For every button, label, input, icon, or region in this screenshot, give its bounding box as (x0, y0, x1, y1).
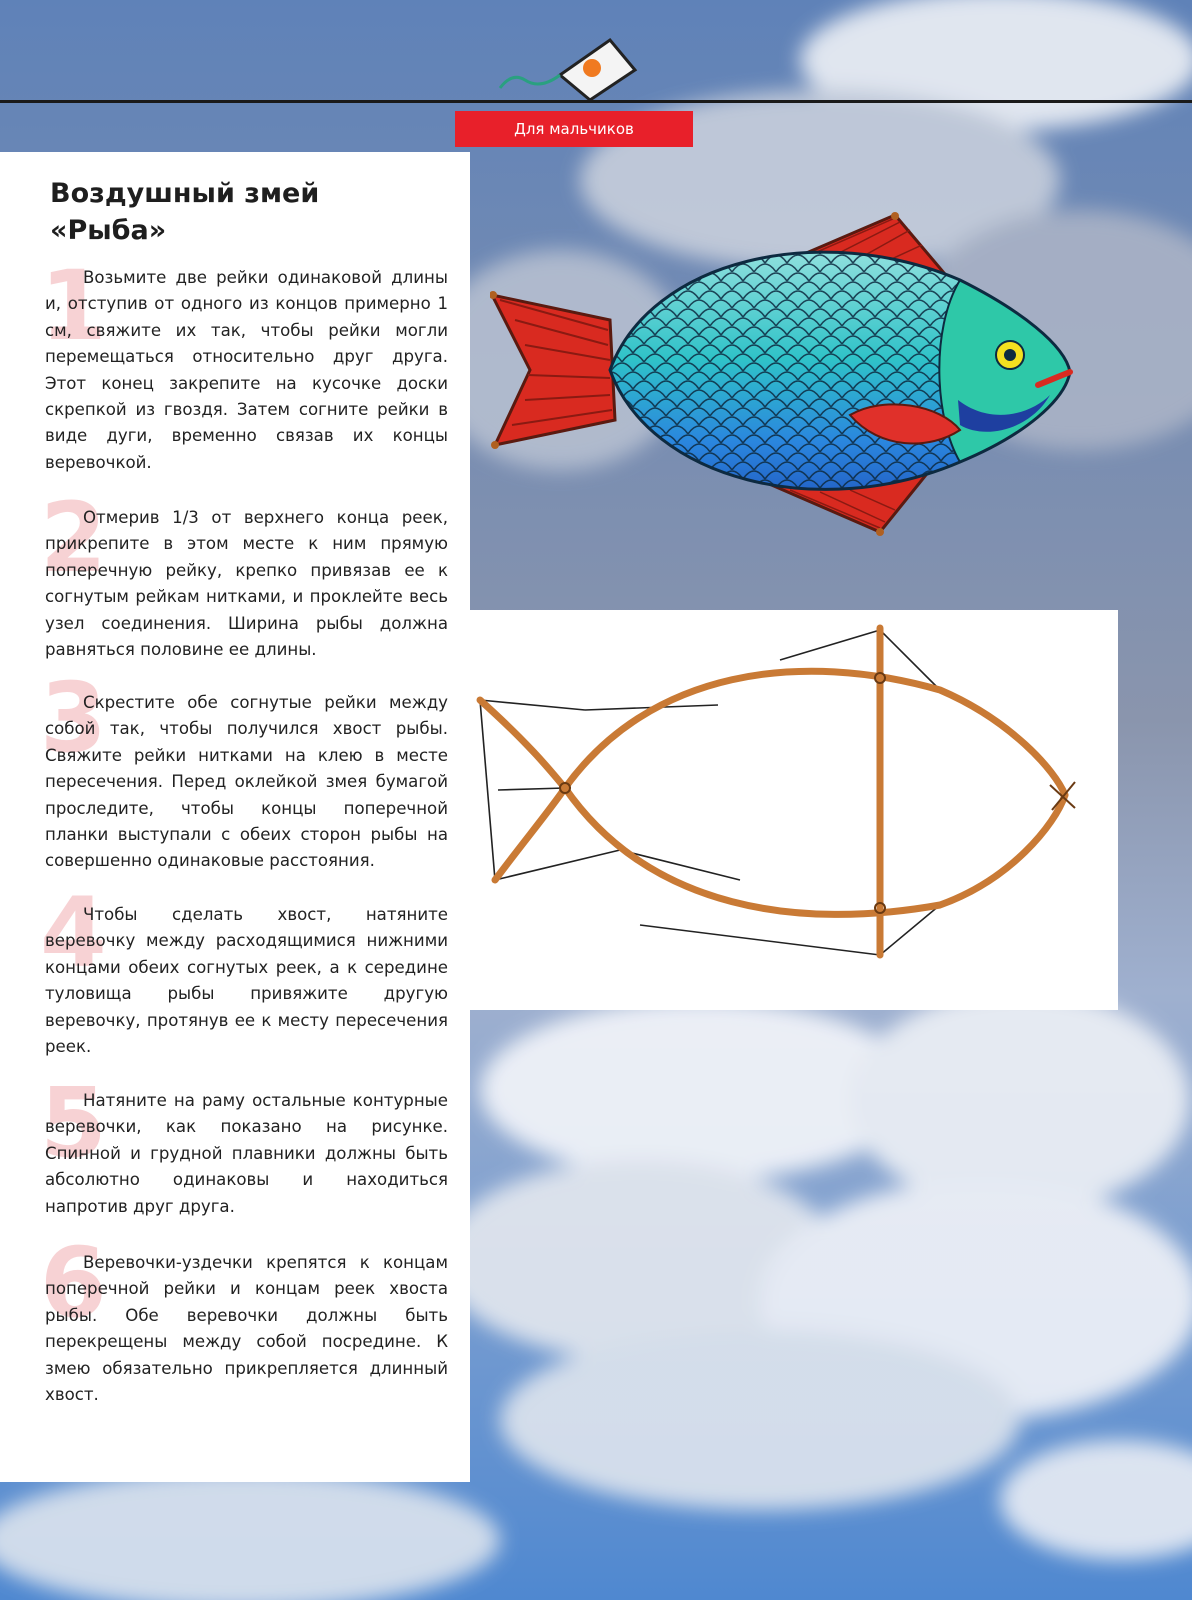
step-text: Натяните на раму остальные контурные веревочки, как показано на рисунке. Спинной и грудной плавники должны быть абсолютно одинаковы и находиться напротив друг друга. (45, 1091, 448, 1216)
step-text: Скрестите обе согнутые рейки между собой так, чтобы получился хвост рыбы. Свяжите рейки нитками на клею в месте пересечения. Перед оклейкой змея бумагой проследите, чтобы концы поперечной планки выступали с обеих сторон рыбы на совершенно одинаковые расстояния. (45, 693, 448, 871)
step-text: Возьмите две рейки одинаковой длины и, отступив от одного из концов примерно 1 см, свяжите их так, чтобы рейки могли перемещаться относительно друг друга. Этот конец закрепите на кусочке доски скрепкой из гвоздя. Затем согните рейки в виде дуги, временно связав их концы веревочкой. (45, 268, 448, 472)
header-rule (0, 100, 1192, 103)
step-number: 3 (40, 662, 107, 774)
step-paragraph (45, 1088, 448, 1220)
step-number: 1 (40, 250, 107, 362)
step-text: Веревочки-уздечки крепятся к концам поперечной рейки и концам реек хвоста рыбы. Обе веревочки должны быть перекрещены между собой посредине. К змею обязательно прикрепляется длинный хвост. (45, 1253, 448, 1405)
section-tab: Для мальчиков (455, 111, 693, 147)
step-number: 6 (40, 1227, 107, 1339)
step-number: 2 (40, 482, 107, 594)
step-paragraph (45, 265, 448, 476)
kite-frame-diagram (470, 610, 1118, 1010)
title-line-1: Воздушный змей (50, 178, 320, 209)
step-paragraph (45, 1250, 448, 1408)
fish-kite-illustration (490, 200, 1100, 560)
step-text: Отмерив 1/3 от верхнего конца реек, прикрепите в этом месте к ним прямую поперечную рейку, крепко привязав ее к согнутым рейкам нитками, и проклейте весь узел соединения. Ширина рыбы должна равняться половине ее длины. (45, 508, 448, 660)
step-paragraph (45, 690, 448, 875)
step-number: 4 (40, 877, 107, 989)
step-paragraph (45, 505, 448, 663)
step-paragraph (45, 902, 448, 1060)
step-text: Чтобы сделать хвост, натяните веревочку между расходящимися нижними концами обеих согнутых реек, а к середине туловища рыбы привяжите другую веревочку, протянув ее к месту пересечения реек. (45, 905, 448, 1057)
step-number: 5 (40, 1067, 107, 1179)
title-line-2: «Рыба» (50, 215, 167, 246)
article-title (50, 175, 450, 249)
